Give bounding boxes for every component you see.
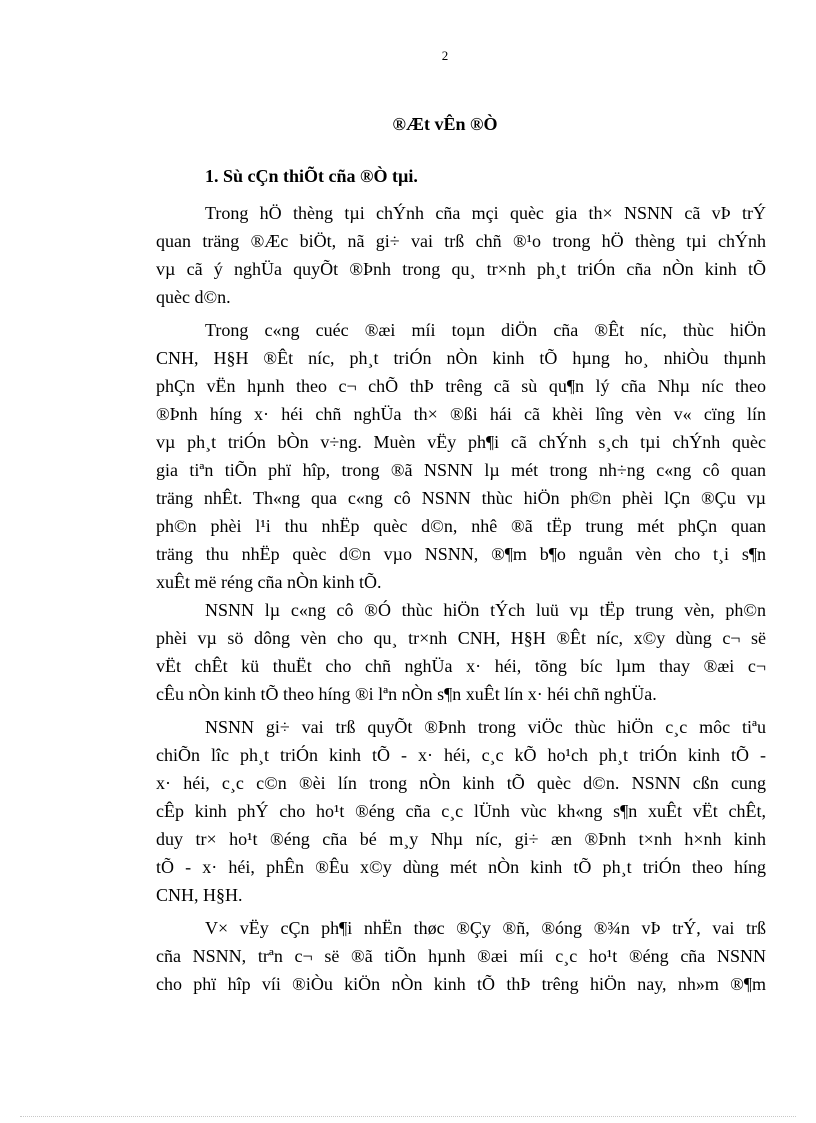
paragraph-line: xuÊt më réng cña nÒn kinh tÕ. <box>156 572 382 592</box>
paragraph-line: vµ cã ý nghÜa quyÕt ®Þnh trong qu¸ tr×nh ph¸t triÓn cña nÒn kinh tÕ <box>156 259 766 279</box>
paragraph-line: vËt chÊt kü thuËt cho chñ nghÜa x· héi, tõng bíc lµm thay ®æi c¬ <box>156 656 766 676</box>
paragraph-3 <box>156 596 766 708</box>
paragraph-line: phÇn vËn hµnh theo c¬ chÕ thÞ trêng cã sù qu¶n lý cña Nhµ níc theo <box>156 376 766 396</box>
paragraph-line: CNH, H§H. <box>156 885 243 905</box>
paragraph-line: träng thu nhËp quèc d©n vµo NSNN, ®¶m b¶o nguån vèn cho t¸i s¶n <box>156 544 766 564</box>
paragraph-line: cho phï hîp víi ®iÒu kiÖn nÒn kinh tÕ thÞ trêng hiÖn nay, nh»m ®¶m <box>156 974 766 994</box>
paragraph-line: vµ ph¸t triÓn bÒn v÷ng. Muèn vËy ph¶i cã chÝnh s¸ch tµi chÝnh quèc <box>156 432 766 452</box>
paragraph-line: quèc d©n. <box>156 287 231 307</box>
paragraph-line: träng nhÊt. Th«ng qua c«ng cô NSNN thùc hiÖn ph©n phèi lÇn ®Çu vµ <box>156 488 766 508</box>
paragraph-line: chiÕn lîc ph¸t triÓn kinh tÕ - x· héi, c¸c kÕ ho¹ch ph¸t triÓn kinh tÕ - <box>156 745 766 765</box>
paragraph-line: NSNN gi÷ vai trß quyÕt ®Þnh trong viÖc thùc hiÖn c¸c môc tiªu <box>205 717 766 737</box>
paragraph-line: Trong hÖ thèng tµi chÝnh cña mçi quèc gia th× NSNN cã vÞ trÝ <box>205 203 766 223</box>
paragraph-line: duy tr× ho¹t ®éng cña bé m¸y Nhµ níc, gi÷ æn ®Þnh t×nh h×nh kinh <box>156 829 766 849</box>
paragraph-line: cÊu nÒn kinh tÕ theo híng ®i lªn nÒn s¶n xuÊt lín x· héi chñ nghÜa. <box>156 684 657 704</box>
paragraph-2 <box>156 316 766 596</box>
page-bottom-border <box>20 1116 796 1117</box>
paragraph-line: NSNN lµ c«ng cô ®Ó thùc hiÖn tÝch luü vµ tËp trung vèn, ph©n <box>205 600 766 620</box>
paragraph-line: quan träng ®Æc biÖt, nã gi÷ vai trß chñ ®¹o trong hÖ thèng tµi chÝnh <box>156 231 766 251</box>
page-number: 2 <box>441 48 449 63</box>
paragraph-4 <box>156 713 766 909</box>
paragraph-line: cÊp kinh phÝ cho ho¹t ®éng cña c¸c lÜnh vùc kh«ng s¶n xuÊt vËt chÊt, <box>156 801 766 821</box>
document-title: ®Æt vÊn ®Ò <box>392 114 498 134</box>
paragraph-line: V× vËy cÇn ph¶i nhËn thøc ®Çy ®ñ, ®óng ®¾n vÞ trÝ, vai trß <box>205 918 766 938</box>
paragraph-line: phèi vµ sö dông vèn cho qu¸ tr×nh CNH, H§H ®Êt níc, x©y dùng c¬ së <box>156 628 766 648</box>
paragraph-line: cña NSNN, trªn c¬ së ®ã tiÕn hµnh ®æi míi c¸c ho¹t ®éng cña NSNN <box>156 946 766 966</box>
paragraph-1 <box>156 199 766 311</box>
paragraph-line: ph©n phèi l¹i thu nhËp quèc d©n, nhê ®ã tËp trung mét phÇn quan <box>156 516 766 536</box>
paragraph-line: x· héi, c¸c c©n ®èi lín trong nÒn kinh tÕ quèc d©n. NSNN cßn cung <box>156 773 766 793</box>
paragraph-line: tÕ - x· héi, phÊn ®Êu x©y dùng mét nÒn kinh tÕ ph¸t triÓn theo híng <box>156 857 766 877</box>
paragraph-line: CNH, H§H ®Êt níc, ph¸t triÓn nÒn kinh tÕ hµng ho¸ nhiÒu thµnh <box>156 348 766 368</box>
paragraph-line: ®Þnh híng x· héi chñ nghÜa th× ®ßi hái cã khèi lîng vèn v« cïng lín <box>156 404 766 424</box>
section-heading: 1. Sù cÇn thiÕt cña ®Ò tµi. <box>205 166 418 186</box>
paragraph-line: gia tiªn tiÕn phï hîp, trong ®ã NSNN lµ mét trong nh÷ng c«ng cô quan <box>156 460 766 480</box>
paragraph-line: Trong c«ng cuéc ®æi míi toµn diÖn cña ®Êt níc, thùc hiÖn <box>205 320 766 340</box>
paragraph-5 <box>156 914 766 998</box>
